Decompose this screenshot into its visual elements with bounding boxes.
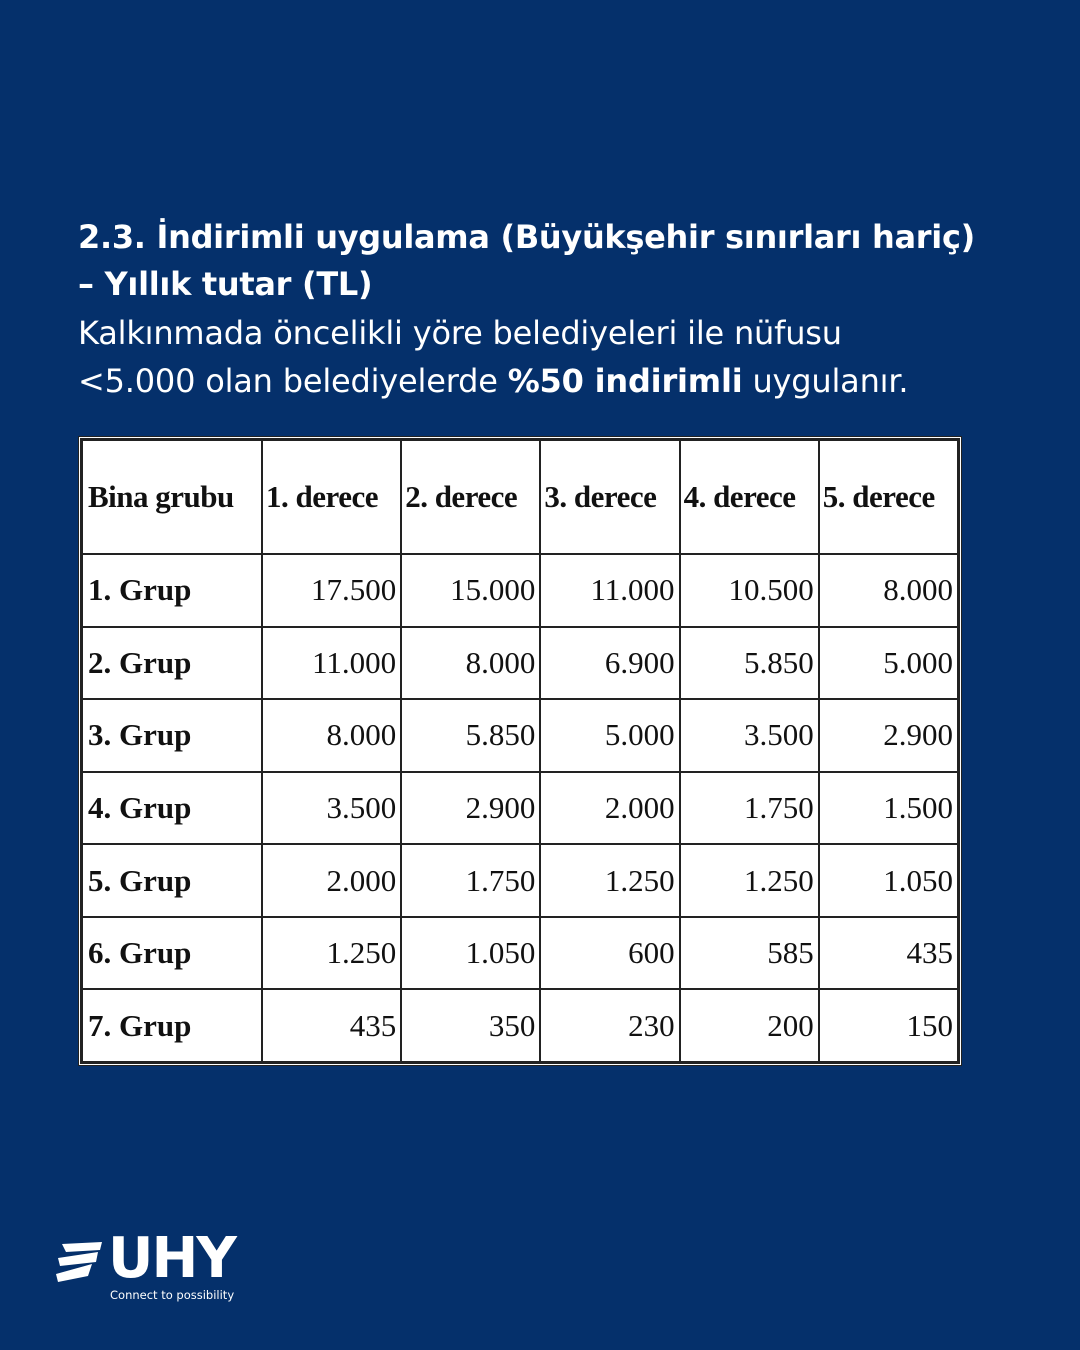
value-cell: 6.900 (540, 627, 679, 700)
value-cell: 1.250 (680, 844, 819, 917)
value-cell: 1.750 (680, 772, 819, 845)
page-title (78, 214, 978, 308)
value-cell: 2.900 (401, 772, 540, 845)
table-row (82, 772, 958, 845)
value-cell: 5.850 (401, 699, 540, 772)
value-cell: 11.000 (540, 554, 679, 627)
value-cell: 15.000 (401, 554, 540, 627)
brand-tagline: Connect to possibility (110, 1288, 235, 1302)
value-cell: 2.900 (819, 699, 958, 772)
description-text: <5.000 olan belediyelerde (78, 362, 508, 400)
value-cell: 5.000 (540, 699, 679, 772)
uhy-logo (56, 1226, 256, 1306)
value-cell: 8.000 (401, 627, 540, 700)
value-cell: 200 (680, 989, 819, 1062)
tax-table-container (78, 436, 962, 1066)
value-cell: 2.000 (262, 844, 401, 917)
value-cell: 600 (540, 917, 679, 990)
value-cell: 1.050 (819, 844, 958, 917)
value-cell: 1.050 (401, 917, 540, 990)
value-cell: 1.250 (540, 844, 679, 917)
column-header: 3. derece (540, 440, 679, 554)
column-header: 4. derece (680, 440, 819, 554)
table-row (82, 917, 958, 990)
table-row (82, 844, 958, 917)
column-header: 1. derece (262, 440, 401, 554)
group-cell: 3. Grup (82, 699, 262, 772)
value-cell: 150 (819, 989, 958, 1062)
description-line-1: Kalkınmada öncelikli yöre belediyeleri ile nüfusu (78, 314, 842, 352)
group-cell: 6. Grup (82, 917, 262, 990)
description-line-2 (78, 357, 998, 405)
table-row (82, 627, 958, 700)
value-cell: 2.000 (540, 772, 679, 845)
value-cell: 10.500 (680, 554, 819, 627)
value-cell: 3.500 (680, 699, 819, 772)
discount-highlight: %50 indirimli (507, 362, 743, 400)
group-cell: 5. Grup (82, 844, 262, 917)
value-cell: 1.750 (401, 844, 540, 917)
title-line-1: 2.3. İndirimli uygulama (Büyükşehir sınırları hariç) (78, 218, 975, 256)
description-text-end: uygulanır. (742, 362, 909, 400)
group-cell: 1. Grup (82, 554, 262, 627)
value-cell: 5.000 (819, 627, 958, 700)
title-line-2: – Yıllık tutar (TL) (78, 265, 373, 303)
column-header: 5. derece (819, 440, 958, 554)
value-cell: 435 (819, 917, 958, 990)
value-cell: 585 (680, 917, 819, 990)
value-cell: 8.000 (262, 699, 401, 772)
table-row (82, 989, 958, 1062)
description (78, 309, 998, 405)
corner-header: Bina grubu (82, 440, 262, 554)
value-cell: 350 (401, 989, 540, 1062)
group-cell: 2. Grup (82, 627, 262, 700)
uhy-swoosh-logo-icon (56, 1238, 104, 1284)
column-header: 2. derece (401, 440, 540, 554)
group-cell: 4. Grup (82, 772, 262, 845)
value-cell: 230 (540, 989, 679, 1062)
value-cell: 1.500 (819, 772, 958, 845)
value-cell: 435 (262, 989, 401, 1062)
brand-name: UHY (108, 1226, 235, 1291)
value-cell: 3.500 (262, 772, 401, 845)
table-row (82, 554, 958, 627)
value-cell: 11.000 (262, 627, 401, 700)
table-header-row (82, 440, 958, 554)
value-cell: 5.850 (680, 627, 819, 700)
table-row (82, 699, 958, 772)
value-cell: 17.500 (262, 554, 401, 627)
group-cell: 7. Grup (82, 989, 262, 1062)
tax-table (81, 439, 959, 1063)
table-body (82, 554, 958, 1062)
value-cell: 8.000 (819, 554, 958, 627)
value-cell: 1.250 (262, 917, 401, 990)
